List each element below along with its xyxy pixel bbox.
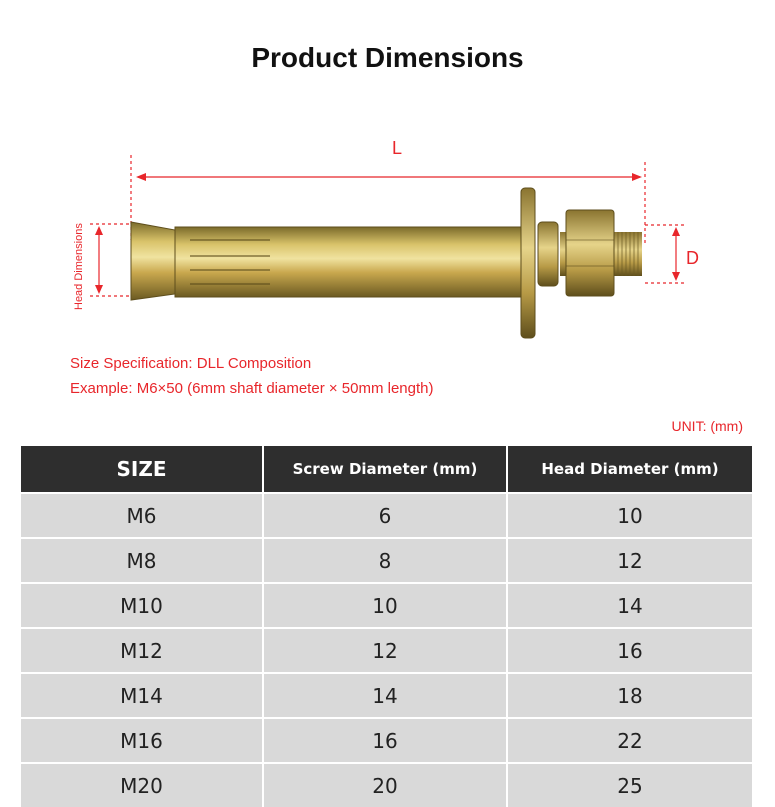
size-example-text: Example: M6×50 (6mm shaft diameter × 50mm length) xyxy=(70,380,434,397)
table-row xyxy=(21,537,752,582)
screw-diameter-cell: 6 xyxy=(264,492,508,537)
head-diameter-cell: 10 xyxy=(508,492,752,537)
expansion-bolt-image xyxy=(131,188,642,338)
screw-diameter-cell: 20 xyxy=(264,762,508,807)
size-cell: M16 xyxy=(21,717,264,762)
table-row xyxy=(21,582,752,627)
size-cell: M10 xyxy=(21,582,264,627)
head-diameter-cell: 16 xyxy=(508,627,752,672)
head-dimensions-label: Head Dimensions xyxy=(73,223,85,310)
size-cell: M12 xyxy=(21,627,264,672)
size-cell: M6 xyxy=(21,492,264,537)
size-cell: M20 xyxy=(21,762,264,807)
table-row xyxy=(21,717,752,762)
bolt-diagram xyxy=(0,130,775,345)
size-cell: M14 xyxy=(21,672,264,717)
table-header-row xyxy=(21,446,752,492)
screw-diameter-cell: 10 xyxy=(264,582,508,627)
diameter-label: D xyxy=(686,248,699,268)
header-size: SIZE xyxy=(21,446,264,492)
head-diameter-cell: 14 xyxy=(508,582,752,627)
table-row xyxy=(21,672,752,717)
size-cell: M8 xyxy=(21,537,264,582)
page-title: Product Dimensions xyxy=(251,42,524,73)
length-label: L xyxy=(391,138,403,158)
screw-diameter-cell: 8 xyxy=(264,537,508,582)
screw-diameter-cell: 14 xyxy=(264,672,508,717)
head-diameter-cell: 12 xyxy=(508,537,752,582)
header-screw-diameter: Screw Diameter (mm) xyxy=(264,446,508,492)
table-row xyxy=(21,492,752,537)
head-diameter-cell: 25 xyxy=(508,762,752,807)
screw-diameter-cell: 16 xyxy=(264,717,508,762)
head-diameter-cell: 22 xyxy=(508,717,752,762)
table-row xyxy=(21,627,752,672)
table-row xyxy=(21,762,752,807)
head-diameter-cell: 18 xyxy=(508,672,752,717)
size-specification-text: Size Specification: DLL Composition xyxy=(70,355,312,372)
screw-diameter-cell: 12 xyxy=(264,627,508,672)
header-head-diameter: Head Diameter (mm) xyxy=(508,446,752,492)
unit-label: UNIT: (mm) xyxy=(671,418,743,434)
dimensions-table xyxy=(21,446,752,807)
